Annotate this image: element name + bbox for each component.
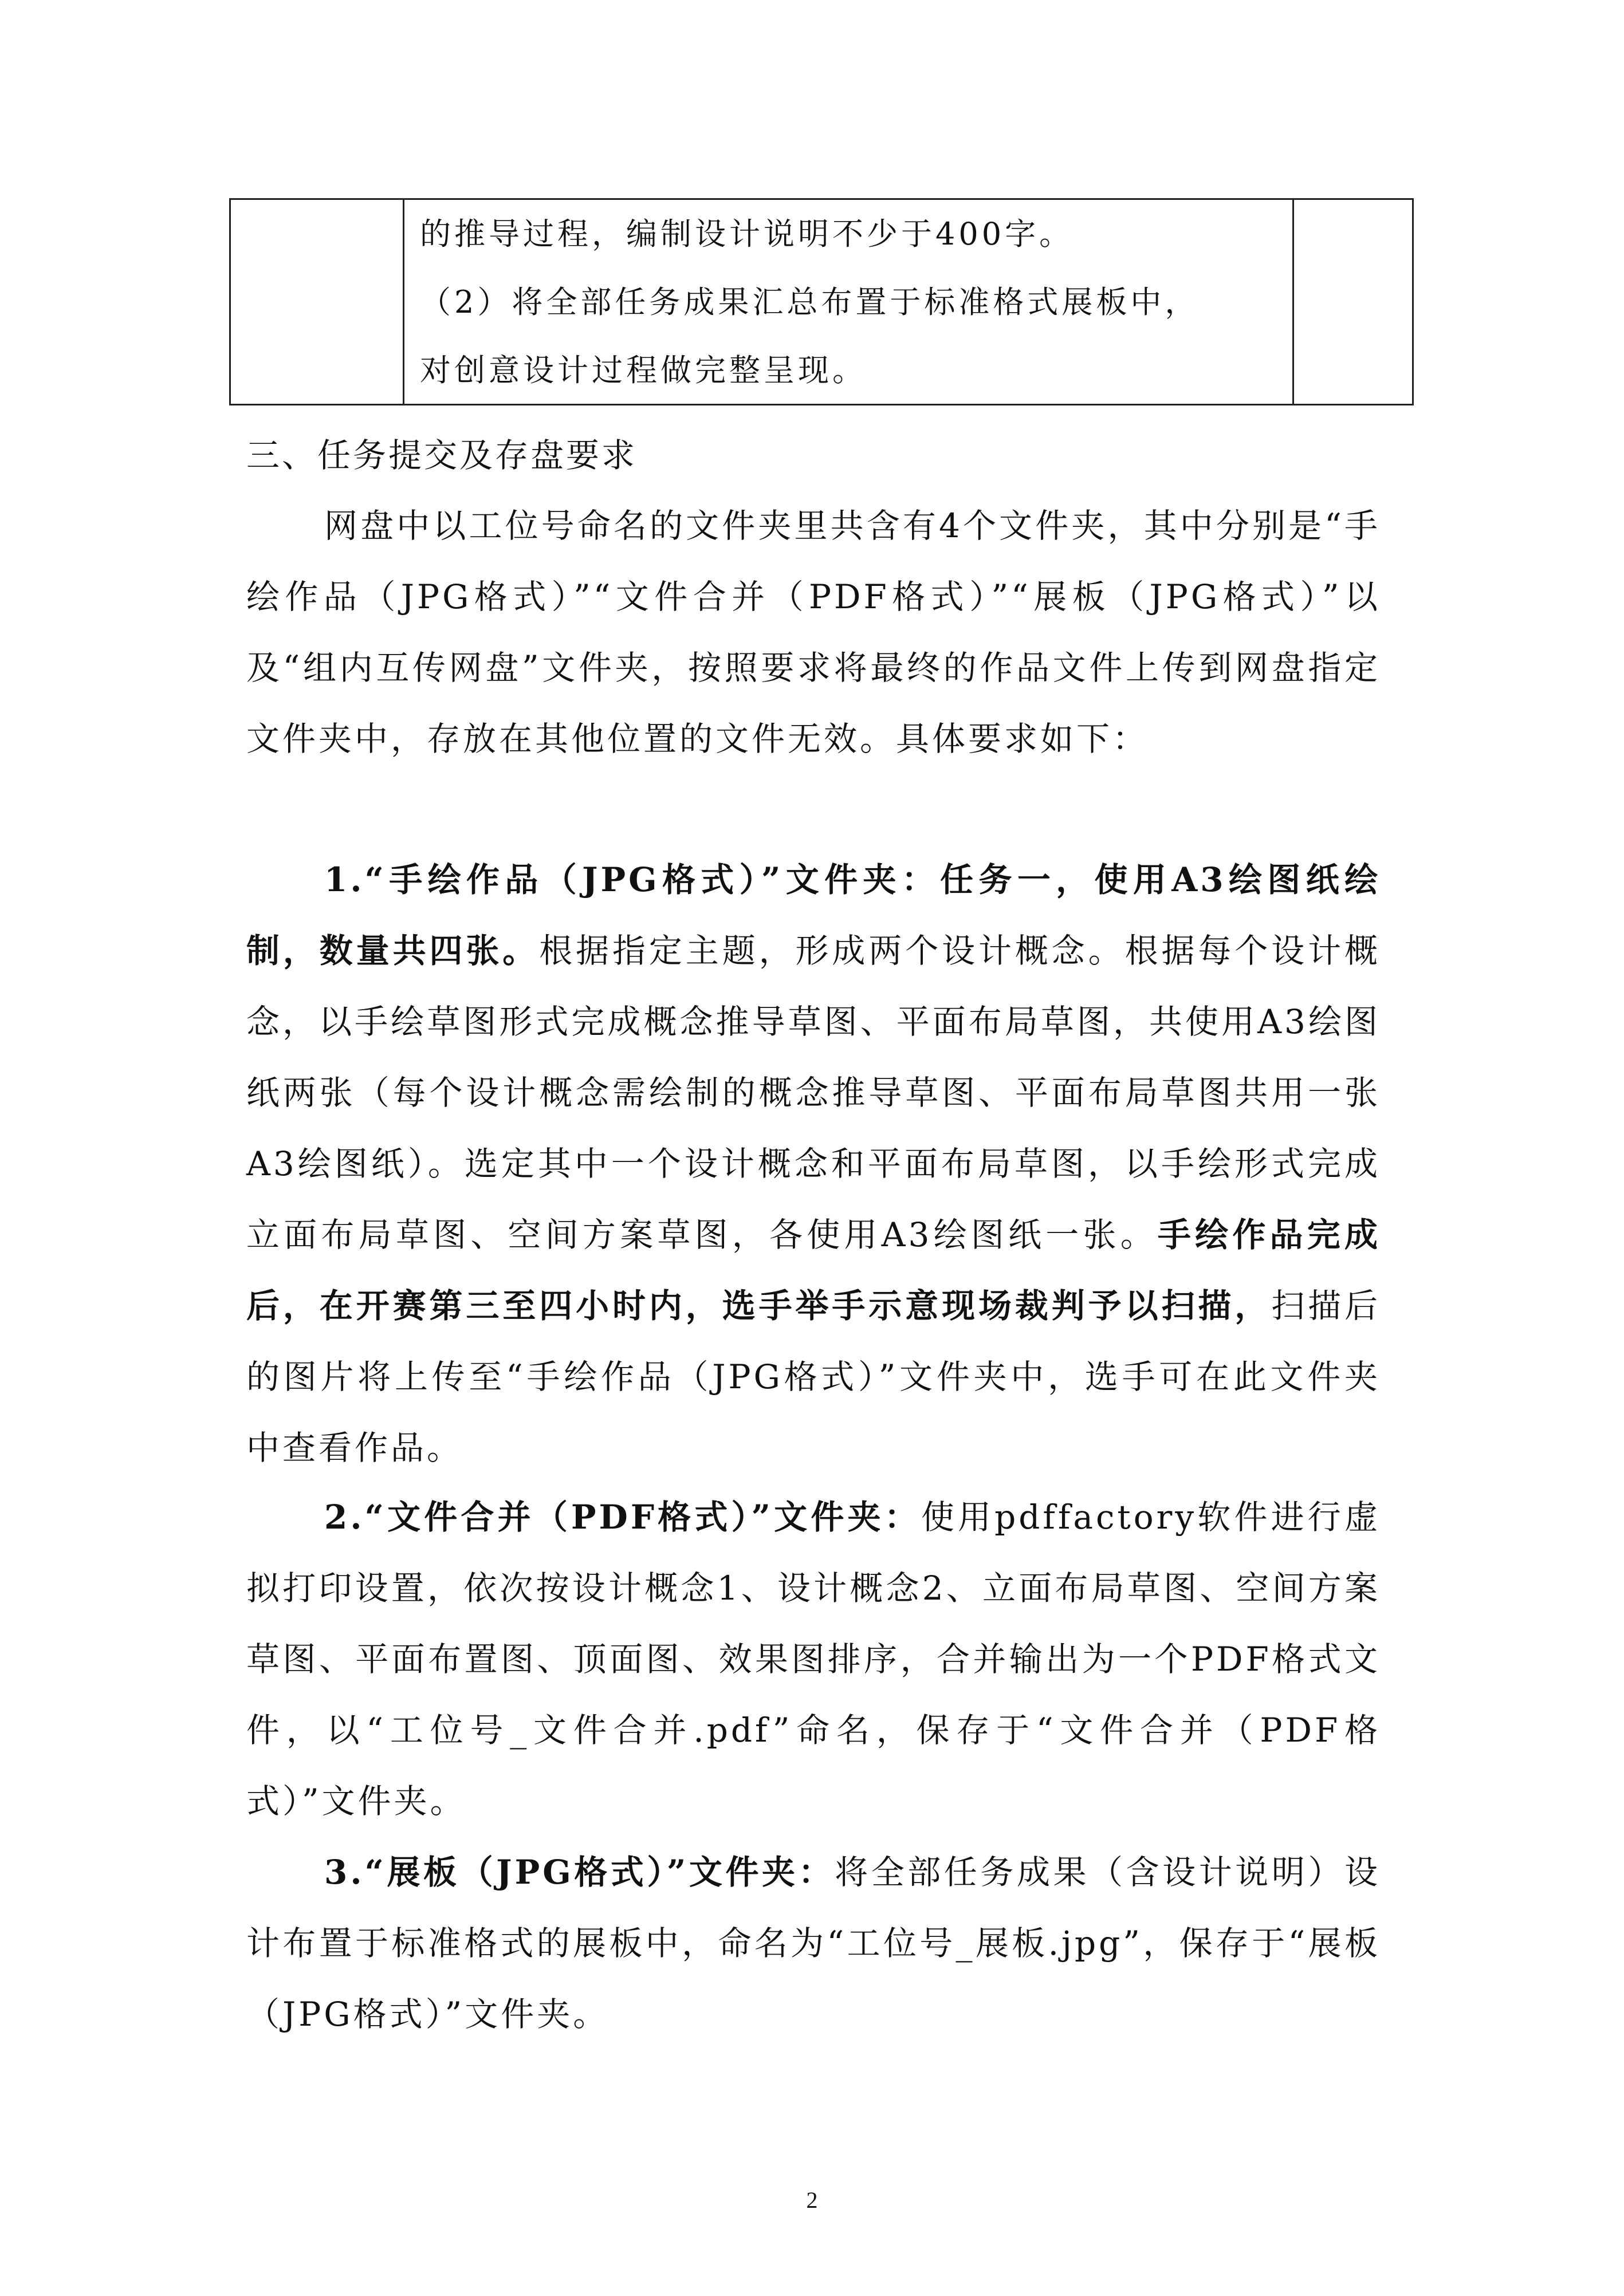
item-1-text: 根据指定主题，形成两个设计概念。根据每个设计概念，以手绘草图形式完成概念推导草图、平面布局草图，共使用A3绘图纸两张（每个设计概念需绘制的概念推导草图、平面布局草图共用一张A3绘图纸）。选定其中一个设计概念和平面布局草图，以手绘形式完成立面布局草图、空间方案草图，各使用A3绘图纸一张。 [246, 931, 1381, 1254]
item-1-bold-lead: 1.“手绘作品（JPG格式）”文件夹：任务一，使用A3绘图纸绘制，数量共四张。 [246, 860, 1381, 970]
item-1-paragraph [246, 844, 1381, 1483]
intro-paragraph-text: 网盘中以工位号命名的文件夹里共含有4个文件夹，其中分别是“手绘作品（JPG格式）”“文件合并（PDF格式）”“展板（JPG格式）”以及“组内互传网盘”文件夹，按照要求将最终的作品文件上传到网盘指定文件夹中，存放在其他位置的文件无效。具体要求如下： [246, 506, 1381, 758]
item-1-text-scan: 扫描后的图片将上传至“手绘作品（JPG格式）”文件夹中，选手可在此文件夹中查看作品。 [246, 1286, 1381, 1467]
item-1-bold-scan: 手绘作品完成后，在开赛第三至四小时内，选手举手示意现场裁判予以扫描， [246, 1215, 1381, 1325]
item-1-body [246, 844, 1381, 1483]
table-cell-content [420, 200, 1285, 404]
item-2-body [246, 1482, 1381, 1837]
table-cell-line: 的推导过程，编制设计说明不少于400字。 [420, 216, 1074, 252]
intro-paragraph [246, 490, 1381, 774]
section-heading: 三、任务提交及存盘要求 [246, 436, 638, 475]
requirements-table-fragment [229, 198, 1414, 405]
table-column-divider-left [403, 200, 404, 404]
item-3-text: 将全部任务成果（含设计说明）设计布置于标准格式的展板中，命名为“工位号_展板.jpg”，保存于“展板（JPG格式）”文件夹。 [246, 1853, 1381, 2034]
item-2-text: 使用pdffactory软件进行虚拟打印设置，依次按设计概念1、设计概念2、立面布局草图、空间方案草图、平面布置图、顶面图、效果图排序，合并输出为一个PDF格式文件，以“工位号_文件合并.pdf”命名，保存于“文件合并（PDF格式）”文件夹。 [246, 1498, 1381, 1821]
item-2-bold-lead: 2.“文件合并（PDF格式）”文件夹： [324, 1498, 921, 1537]
item-3-body [246, 1837, 1381, 2050]
page-number: 2 [806, 2187, 818, 2213]
item-3-paragraph [246, 1837, 1381, 2050]
table-cell-line: 对创意设计过程做完整呈现。 [420, 352, 867, 388]
table-column-divider-right [1292, 200, 1294, 404]
item-2-paragraph [246, 1482, 1381, 1837]
table-cell-line: （2）将全部任务成果汇总布置于标准格式展板中， [420, 284, 1200, 320]
item-3-bold-lead: 3.“展板（JPG格式）”文件夹： [324, 1853, 835, 1892]
